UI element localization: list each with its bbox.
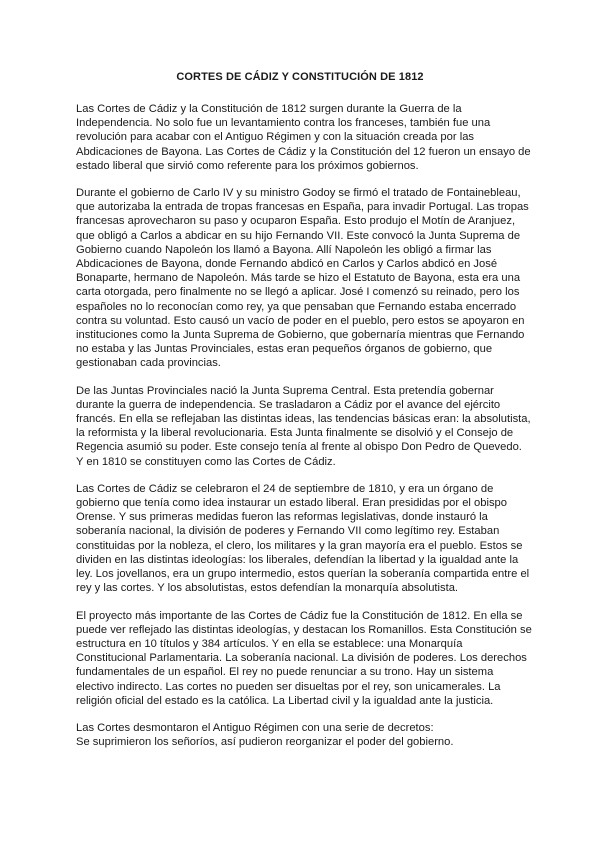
- paragraph-junta-central: De las Juntas Provinciales nació la Junta Suprema Central. Esta pretendía gobernar durante la guerra de independencia. Se trasladaron a Cádiz por el avance del ejército francés. En ella se reflejaban las distintas ideas, las tendencias básicas eran: la absolutista, la reformista y la liberal revolucionaria. Esta Junta finalmente se disolvió y el Consejo de Regencia asumió su poder. Este consejo tenía al frente al obispo Don Pedro de Quevedo. Y en 1810 se constituyen como las Cortes de Cádiz.: [76, 384, 531, 468]
- closing-line-senorios: Se suprimieron los señoríos, así pudieron reorganizar el poder del gobierno.: [76, 736, 454, 749]
- paragraph-background: Durante el gobierno de Carlo IV y su ministro Godoy se firmó el tratado de Fontainebleau, que autorizaba la entrada de tropas francesas en España, para invadir Portugal. Las tropas francesas aprovecharon su paso y ocuparon España. Esto produjo el Motín de Aranjuez, que obligó a Carlos a abdicar en su hijo Fernando VII. Este convocó la Junta Suprema de Gobierno cuando Napoleón los llamó a Bayona. Allí Napoleón les obligó a firmar las Abdicaciones de Bayona, donde Fernando abdicó en Carlos y Carlos abdicó en José Bonaparte, hermano de Napoleón. Más tarde se hizo el Estatuto de Bayona, esta era una carta otorgada, pero finalmente no se llegó a aplicar. José I comenzó su reinado, pero los españoles no lo reconocían como rey, ya que pensaban que Fernando estaba encerrado contra su voluntad. Esto causó un vacío de poder en el pueblo, pero estos se apoyaron en instituciones como la Junta Suprema de Gobierno, que gobernaría mientras que Fernando no estaba y las Juntas Provinciales, estas eran pequeños órganos de gobierno, que gestionaban cada provincias.: [76, 187, 529, 370]
- closing-line-decrees: Las Cortes desmontaron el Antiguo Régimen con una serie de decretos:: [76, 721, 434, 734]
- paragraph-cortes: Las Cortes de Cádiz se celebraron el 24 de septiembre de 1810, y era un órgano de gobierno que tenía como idea instaurar un estado liberal. Eran presididas por el obispo Orense. Y sus primeras medidas fueron las reformas legislativas, donde instauró la soberanía nacional, la división de poderes y Fernando VII como legítimo rey. Estaban constituidas por la nobleza, el clero, los militares y la gran mayoría era el pueblo. Estos se dividen en las distintas ideologías: los liberales, defendían la libertad y la igualdad ante la ley. Los jovellanos, era un grupo intermedio, estos querían la soberanía compartida entre el rey y las cortes. Y los absolutistas, estos defendían la monarquía absolutista.: [76, 482, 530, 595]
- page-title: CORTES DE CÁDIZ Y CONSTITUCIÓN DE 1812: [176, 71, 424, 83]
- paragraph-constitucion: El proyecto más importante de las Cortes de Cádiz fue la Constitución de 1812. En ella se puede ver reflejado las distintas ideologías, y destacan los Romanillos. Esta Constitución se estructura en 10 títulos y 384 artículos. Y en ella se establece: una Monarquía Constitucional Parlamentaria. La soberanía nacional. La división de poderes. Los derechos fundamentales de un español. El rey no puede renunciar a su trono. Hay un sistema electivo indirecto. Las cortes no pueden ser disueltas por el rey, son unicamerales. La religión oficial del estado es la católica. La Libertad civil y la igualdad ante la justicia.: [76, 609, 532, 707]
- document-body: [76, 102, 532, 749]
- paragraph-intro: Las Cortes de Cádiz y la Constitución de 1812 surgen durante la Guerra de la Independencia. No solo fue un levantamiento contra los franceses, también fue una revolución para acabar con el Antiguo Régimen y con la situación creada por las Abdicaciones de Bayona. Las Cortes de Cádiz y la Constitución del 12 fueron un ensayo de estado liberal que sirvió como referente para los próximos gobiernos.: [76, 103, 531, 172]
